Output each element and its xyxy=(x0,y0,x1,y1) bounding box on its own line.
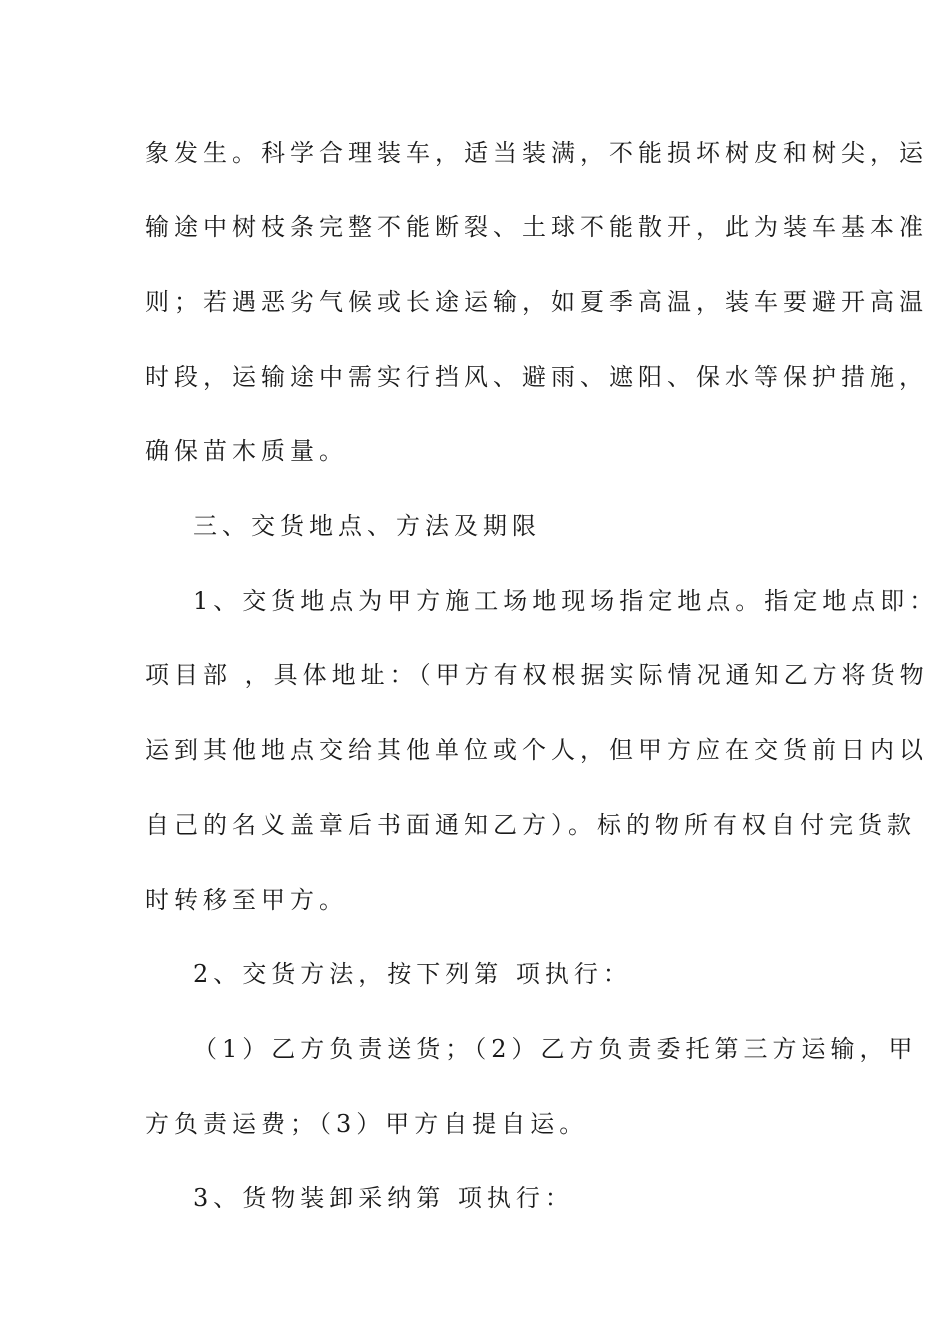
paragraph-line: 运到其他地点交给其他单位或个人，但甲方应在交货前日内以 xyxy=(145,736,928,764)
paragraph-line: （1）乙方负责送货；（2）乙方负责委托第三方运输，甲 xyxy=(193,1035,918,1063)
section-heading: 三、交货地点、方法及期限 xyxy=(193,512,541,540)
paragraph-line: 3、货物装卸采纳第 项执行： xyxy=(193,1184,574,1212)
paragraph-line: 方负责运费；（3）甲方自提自运。 xyxy=(145,1110,589,1138)
paragraph-line: 时转移至甲方。 xyxy=(145,886,348,914)
paragraph-line: 项目部 ，具体地址：（甲方有权根据实际情况通知乙方将货物 xyxy=(145,661,929,689)
paragraph-line: 自己的名义盖章后书面通知乙方）。标的物所有权自付完货款 xyxy=(145,811,916,839)
paragraph-line: 输途中树枝条完整不能断裂、土球不能散开，此为装车基本准 xyxy=(145,213,928,241)
paragraph-line: 则；若遇恶劣气候或长途运输，如夏季高温，装车要避开高温 xyxy=(145,288,928,316)
paragraph-line: 确保苗木质量。 xyxy=(145,437,348,465)
paragraph-line: 1、交货地点为甲方施工场地现场指定地点。指定地点即： xyxy=(193,587,939,615)
paragraph-line: 象发生。科学合理装车，适当装满，不能损坏树皮和树尖，运 xyxy=(145,139,928,167)
paragraph-line: 时段，运输途中需实行挡风、避雨、遮阳、保水等保护措施， xyxy=(145,363,928,391)
paragraph-line: 2、交货方法，按下列第 项执行： xyxy=(193,960,632,988)
